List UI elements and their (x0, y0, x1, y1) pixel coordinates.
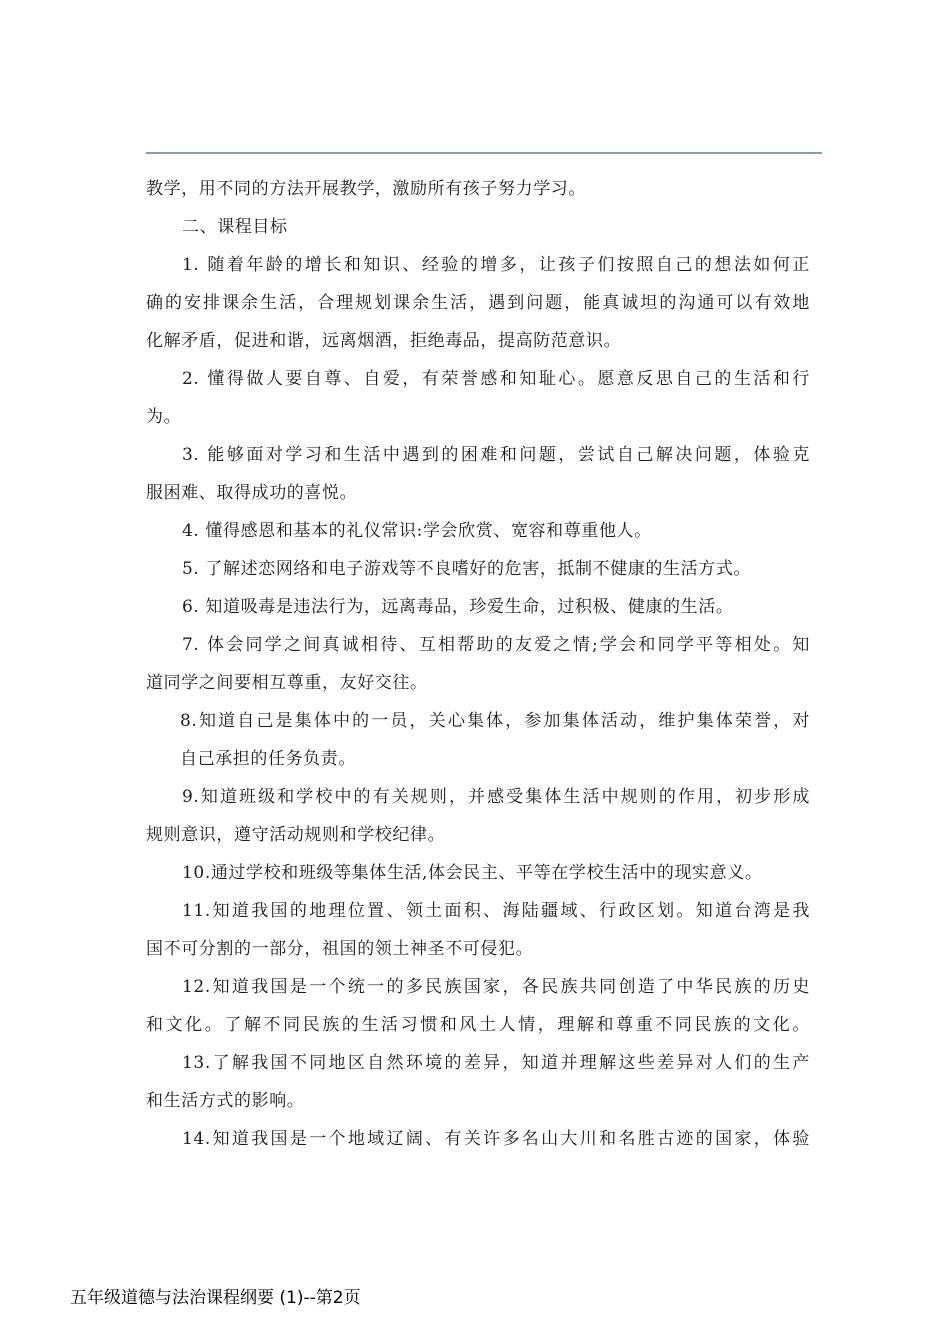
paragraph-line: 自己承担的任务负责。 (180, 749, 356, 769)
paragraph-line: 和生活方式的影响。 (146, 1091, 305, 1111)
paragraph-line: 13.了解我国不同地区自然环境的差异，知道并理解这些差异对人们的生产 (182, 1053, 810, 1073)
paragraph-line: 教学，用不同的方法开展教学，激励所有孩子努力学习。 (146, 179, 586, 199)
paragraph-line: 10.通过学校和班级等集体生活,体会民主、平等在学校生活中的现实意义。 (182, 863, 763, 883)
paragraph-line: 6. 知道吸毒是违法行为，远离毒品，珍爱生命，过积极、健康的生活。 (182, 597, 734, 617)
paragraph-line: 服困难、取得成功的喜悦。 (146, 483, 358, 503)
paragraph-line: 确的安排课余生活，合理规划课余生活，遇到问题，能真诚坦的沟通可以有效地 (146, 293, 810, 313)
page-footer: 五年级道德与法治课程纲要 (1)--第2页 (70, 1288, 361, 1308)
paragraph-line: 1. 随着年龄的增长和知识、经验的增多，让孩子们按照自己的想法如何正 (182, 255, 810, 275)
paragraph-line: 11.知道我国的地理位置、领土面积、海陆疆域、行政区划。知道台湾是我 (182, 901, 810, 921)
paragraph-line: 国不可分割的一部分，祖国的领土神圣不可侵犯。 (146, 939, 534, 959)
section-heading: 二、课程目标 (182, 217, 288, 237)
paragraph-line: 化解矛盾，促进和谐，远离烟酒，拒绝毒品，提高防范意识。 (146, 331, 622, 351)
paragraph-line: 道同学之间要相互尊重，友好交往。 (146, 673, 428, 693)
paragraph-line: 8.知道自己是集体中的一员，关心集体，参加集体活动，维护集体荣誉，对 (180, 711, 810, 731)
paragraph-line: 14.知道我国是一个地域辽阔、有关许多名山大川和名胜古迹的国家，体验 (182, 1129, 810, 1149)
paragraph-line: 9.知道班级和学校中的有关规则，并感受集体生活中规则的作用，初步形成 (182, 787, 810, 807)
paragraph-line: 为。 (146, 407, 182, 427)
paragraph-line: 12.知道我国是一个统一的多民族国家，各民族共同创造了中华民族的历史 (182, 977, 810, 997)
header-divider (146, 152, 822, 154)
paragraph-line: 3. 能够面对学习和生活中遇到的困难和问题，尝试自己解决问题，体验克 (182, 445, 810, 465)
paragraph-line: 规则意识，遵守活动规则和学校纪律。 (146, 825, 446, 845)
paragraph-line: 和文化。了解不同民族的生活习惯和风土人情，理解和尊重不同民族的文化。 (146, 1015, 810, 1035)
paragraph-line: 5. 了解述恋网络和电子游戏等不良嗜好的危害，抵制不健康的生活方式。 (182, 559, 752, 579)
document-body (146, 170, 810, 1158)
paragraph-line: 4. 懂得感恩和基本的礼仪常识:学会欣赏、宽容和尊重他人。 (182, 521, 652, 541)
paragraph-line: 2. 懂得做人要自尊、自爱，有荣誉感和知耻心。愿意反思自己的生活和行 (182, 369, 810, 389)
paragraph-line: 7. 体会同学之间真诚相待、互相帮助的友爱之情;学会和同学平等相处。知 (182, 635, 810, 655)
